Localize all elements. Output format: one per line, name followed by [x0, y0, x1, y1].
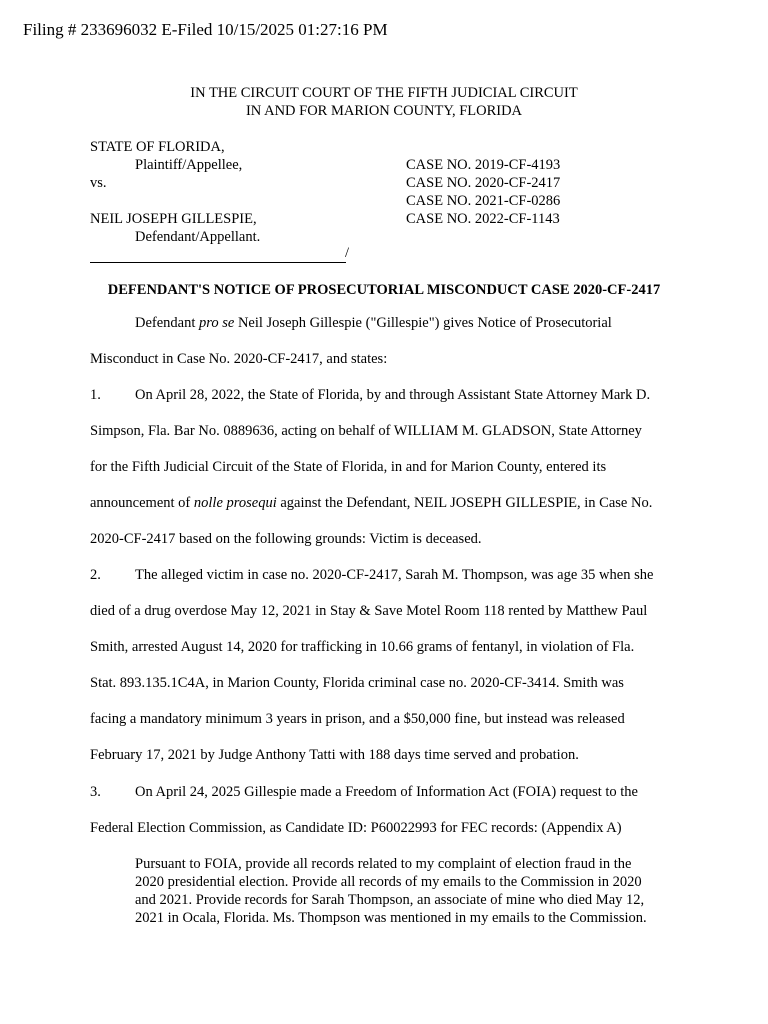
document-title: DEFENDANT'S NOTICE OF PROSECUTORIAL MISCONDUCT CASE 2020-CF-2417 — [107, 282, 661, 298]
para-2-line: Stat. 893.135.1C4A, in Marion County, Florida criminal case no. 2020-CF-3414. Smith was — [90, 675, 624, 691]
para-2-line: February 17, 2021 by Judge Anthony Tatti with 188 days time served and probation. — [90, 747, 579, 763]
court-name-line-1: IN THE CIRCUIT COURT OF THE FIFTH JUDICIAL CIRCUIT — [190, 85, 578, 101]
para-3-line: Federal Election Commission, as Candidate ID: P60022993 for FEC records: (Appendix A) — [90, 820, 622, 836]
quote-line: Pursuant to FOIA, provide all records related to my complaint of election fraud in the — [135, 856, 632, 872]
para-1-line: for the Fifth Judicial Circuit of the State of Florida, in and for Marion County, entered its — [90, 459, 607, 475]
caption-vs: vs. — [90, 175, 107, 191]
pro-se-italic: pro se — [199, 315, 235, 331]
para-2-number: 2. — [90, 567, 101, 583]
caption-plaintiff: STATE OF FLORIDA, — [90, 139, 225, 155]
para-1-line: 2020-CF-2417 based on the following grounds: Victim is deceased. — [90, 531, 482, 547]
para-2-line: The alleged victim in case no. 2020-CF-2417, Sarah M. Thompson, was age 35 when she — [135, 567, 654, 583]
para-2-line: died of a drug overdose May 12, 2021 in Stay & Save Motel Room 118 rented by Matthew Paul — [90, 603, 648, 619]
para-1-number: 1. — [90, 387, 101, 403]
quote-line: 2020 presidential election. Provide all records of my emails to the Commission in 2020 — [135, 874, 642, 890]
case-number: CASE NO. 2019-CF-4193 — [406, 157, 561, 173]
para-1-line: announcement of nolle prosequi against the Defendant, NEIL JOSEPH GILLESPIE, in Case No. — [90, 495, 653, 511]
caption-slash: / — [345, 245, 350, 261]
caption-rule — [90, 262, 346, 263]
intro-line-2: Misconduct in Case No. 2020-CF-2417, and states: — [90, 351, 388, 367]
case-number: CASE NO. 2020-CF-2417 — [406, 175, 561, 191]
case-number: CASE NO. 2022-CF-1143 — [406, 211, 560, 227]
quote-line: 2021 in Ocala, Florida. Ms. Thompson was mentioned in my emails to the Commission. — [135, 910, 647, 926]
para-3-line: On April 24, 2025 Gillespie made a Freedom of Information Act (FOIA) request to the — [135, 784, 638, 800]
caption-plaintiff-role: Plaintiff/Appellee, — [135, 157, 243, 173]
para-1-line: On April 28, 2022, the State of Florida, by and through Assistant State Attorney Mark D. — [135, 387, 651, 403]
case-number: CASE NO. 2021-CF-0286 — [406, 193, 561, 209]
para-1-line: Simpson, Fla. Bar No. 0889636, acting on behalf of WILLIAM M. GLADSON, State Attorney — [90, 423, 642, 439]
caption-defendant: NEIL JOSEPH GILLESPIE, — [90, 211, 257, 227]
para-3-number: 3. — [90, 784, 101, 800]
caption-defendant-role: Defendant/Appellant. — [135, 229, 261, 245]
nolle-prosequi-italic: nolle prosequi — [193, 495, 277, 511]
intro-line-1: Defendant pro se Neil Joseph Gillespie ("Gillespie") gives Notice of Prosecutorial — [135, 315, 612, 331]
para-2-line: facing a mandatory minimum 3 years in prison, and a $50,000 fine, but instead was released — [90, 711, 625, 727]
filing-stamp: Filing # 233696032 E-Filed 10/15/2025 01:27:16 PM — [23, 20, 388, 39]
quote-line: and 2021. Provide records for Sarah Thompson, an associate of mine who died May 12, — [135, 892, 645, 908]
court-name-line-2: IN AND FOR MARION COUNTY, FLORIDA — [245, 103, 523, 119]
para-2-line: Smith, arrested August 14, 2020 for trafficking in 10.66 grams of fentanyl, in violation of Fla. — [90, 639, 635, 655]
block-quote — [135, 855, 680, 927]
